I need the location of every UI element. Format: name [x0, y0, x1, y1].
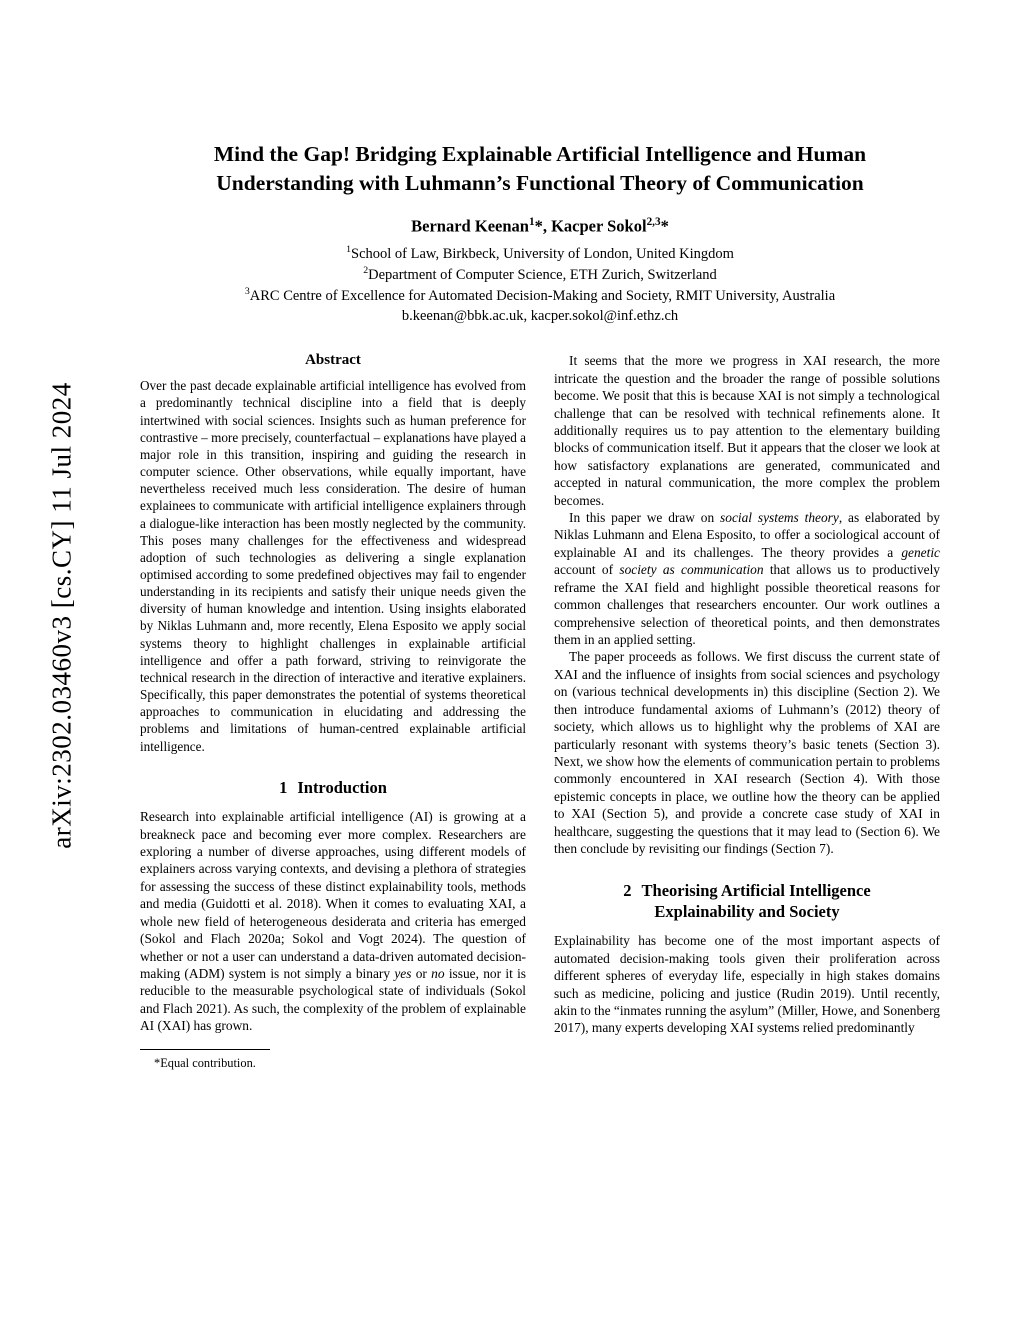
arxiv-stamp: arXiv:2302.03460v3 [cs.CY] 11 Jul 2024 — [46, 382, 77, 849]
page-title: Mind the Gap! Bridging Explainable Artificial Intelligence and Human Understanding with Luhmann’s Functional Theory of Communication — [213, 142, 867, 196]
affiliation-3: $^3$ARC Centre of Excellence for Automated Decision-Making and Society, RMIT University, Australia — [244, 286, 836, 305]
paper-content — [140, 140, 940, 1071]
paragraph-intro-4: The paper proceeds as follows. We first discuss the current state of XAI and the influence of insights from social sciences and psychology on (various technical developments in) this discipline (Section 2). We then introduce fundamental axioms of Luhmann’s (2012) theory of society, which allows us to highlight why the problems of XAI are particularly resonant with systems theory’s basic tenets (Section 3). Next, we show how the elements of communication pertain to problems commonly encountered in XAI research (Section 4). With those epistemic concepts in place, we outline how the theory can be applied to XAI (Section 5), and provide a concrete case study of XAI in healthcare, suggesting the questions that it may lead to (Section 6). We then conclude by revisiting our findings (Section 7). — [554, 649, 940, 857]
footnote-text: *Equal contribution. — [154, 1055, 256, 1070]
right-column — [554, 352, 940, 1071]
paragraph-intro-3: In this paper we draw on social systems theory, as elaborated by Niklas Luhmann and Elena Esposito, to offer a sociological account of explainable AI and its challenges. The theory provides a genetic account of society as communication that allows us to productively reframe the XAI field and highlight possible theoretical reasons for common challenges that researchers encounter. Our work outlines a comprehensive selection of theoretical points, and then demonstrates them in an applied setting. — [554, 510, 940, 648]
author-list: Bernard Keenan$^1$*, Kacper Sokol$^{2,3}$* — [411, 216, 669, 236]
paragraph-intro-2: It seems that the more we progress in XAI research, the more intricate the question and the broader the range of possible solutions become. We posit that this is because XAI is not simply a technological challenge that can be resolved with technical refinements alone. It additionally requires us to pay attention to the elementary building blocks of communication itself. But it appears that the closer we look at how satisfactory explanations are generated, communicated and accepted in natural communication, the more complex the problem becomes. — [554, 353, 940, 508]
section-number-2: 2 — [623, 880, 632, 900]
section-number-1: 1 — [279, 777, 288, 797]
abstract-heading: Abstract — [305, 352, 361, 369]
left-column — [140, 352, 526, 1071]
abstract-text: Over the past decade explainable artificial intelligence has evolved from a predominantly technical discipline into a field that is deeply intertwined with social sciences. Insights such as human preference for contrastive – more precisely, counterfactual – explanations have played a major role in this transition, inspiring and guiding the research in computer science. Other observations, while equally important, have nevertheless received much less consideration. The desire of human explainees to communicate with artificial intelligence explainers through a dialogue-like interaction has been mostly neglected by the community. This poses many challenges for the effectiveness and widespread adoption of such technologies as delivering a single explanation optimised according to some predefined objectives may fail to engender understanding in its recipients and satisfy their unique needs given the diversity of human knowledge and intention. Using insights elaborated by Niklas Luhmann and, more recently, Elena Esposito we apply social systems theory to highlight challenges in explainable artificial intelligence and offer a path forward, striving to reinvigorate the technical research in the direction of interactive and iterative explainers. Specifically, this paper demonstrates the potential of systems theoretical approaches to communication in elucidating and addressing the problems and limitations of human-centred explainable artificial intelligence. — [140, 378, 526, 754]
footnote-divider — [140, 1049, 270, 1050]
section-heading-theorising: 2 Theorising Artificial Intelligence Explainability and Society — [623, 880, 871, 921]
two-column-body — [140, 352, 940, 1071]
paragraph-intro-1: Research into explainable artificial intelligence (AI) is growing at a breakneck pace and becoming ever more complex. Researchers are exploring a number of diverse approaches, using different models of explainers across varying contexts, and devising a plethora of strategies for assessing the success of these distinct explainability tools, methods and media (Guidotti et al. 2018). When it comes to evaluating XAI, a whole new field of heterogeneous desiderata and criteria has emerged (Sokol and Flach 2020a; Sokol and Vogt 2024). The question of whether or not a user can understand a data-driven automated decision-making (ADM) system is not simply a binary yes or no issue, nor it is reducible to the measurable psychological state of individuals (Sokol and Flach 2021). As such, the complexity of the problem of explainable AI (XAI) has grown. — [140, 809, 526, 1034]
affiliation-2: $^2$Department of Computer Science, ETH Zurich, Switzerland — [363, 264, 717, 283]
paragraph-sec2-1: Explainability has become one of the most important aspects of automated decision-making tools given their proliferation across different spheres of everyday life, especially in high stakes domains such as medicine, policing and justice (Rudin 2019). Until recently, akin to the “inmates running the asylum” (Miller, Howe, and Sonenberg 2017), many experts developing XAI systems relied predominantly — [554, 933, 940, 1036]
author-emails: b.keenan@bbk.ac.uk, kacper.sokol@inf.ethz.ch — [401, 307, 679, 324]
affiliation-1: $^1$School of Law, Birkbeck, University of London, United Kingdom — [346, 243, 734, 262]
section-title-1: Introduction — [297, 777, 387, 797]
section-heading-introduction — [140, 777, 526, 798]
